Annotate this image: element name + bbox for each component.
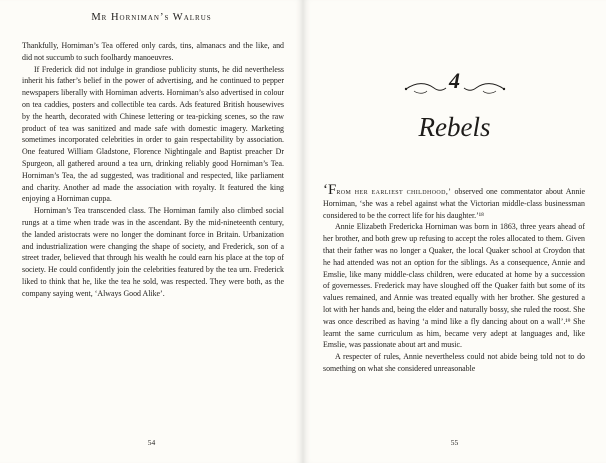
right-page-body [323,182,585,375]
left-page-body [22,40,284,300]
opening-quote: ‘ [323,182,328,198]
opening-small-caps: rom her earliest childhood,’ [336,187,452,196]
body-paragraph: Horniman’s Tea transcended class. The Horniman family also climbed social rungs at a time when trade was in the ascendant. By the mid-nineteenth century, the landed aristocrats were no longer the dominant force in Britain. Urbanization and industrialization were changing the shape of society, and Frederick, son of a street trader, believed that through his wealth he could earn his place at the top of society. He could confidently join the celebrities featured by the tea urn. Frederick liked to think that he, like the tea he sold, was respected. They were both, as the company saying went, ‘Always Good Alike’. [22,206,284,298]
drop-cap: F [328,182,337,198]
chapter-number: 4 [449,68,460,93]
opening-text: observed one commentator about Annie Horniman, ‘she was a rebel against what the Victorian middle-class businessman considered to be the correct life for his daughter.’¹⁸ [323,187,585,220]
body-paragraph: Annie Elizabeth Fredericka Horniman was born in 1863, three years ahead of her brother, and both grew up refusing to accept the roles allocated to them. Given that their father was no longer a Quaker, the local Quaker school at Croydon that he had attended was not an option for the siblings. As a consequence, Annie and Emslie, like many middle-class children, were educated at home by a succession of governesses. Frederick may have sloughed off the Quaker faith but some of its values remained, and Annie was treated equally with her brother. She gestured a lot with her hands and, being the elder and naturally bossy, she ruled the roost. She was once described as having ‘a mind like a fly dancing about on a wall’.¹⁹ She learnt the same curriculum as him, became very adept at languages and, like Emslie, was passionate about art and music. [323,222,585,350]
body-paragraph: Thankfully, Horniman’s Tea offered only cards, tins, almanacs and the like, and did not succumb to such foolhardy manoeuvres. [22,41,284,62]
body-paragraph: If Frederick did not indulge in grandiose publicity stunts, he did nevertheless inherit his father’s belief in the power of advertising, and he continued to pepper newspapers liberally with Horniman adverts. Horniman’s also advertised in colour on tea caddies, posters and collectible tea cards. Ads featured British housewives by the hearth, decorated with Chinese lettering or tea-picking scenes, so the raw product of tea was sanitized and made safe with domestic imagery. Marketing sometimes incorporated celebrities in order to gain respectability by association. One featured William Gladstone, Florence Nightingale and Baptist preacher Dr Spurgeon, all gathered around a tea urn, drinking reliably good Horniman’s Tea. Horniman’s Tea, the ad suggested, was traditional and respected, like parliament and charity. Another ad made the association with royalty. It featured the king enjoying a Horniman cuppa. [22,64,284,204]
body-paragraph: A respecter of rules, Annie nevertheless could not abide being told not to do something on what she considered unreasonable [323,352,585,373]
page-number: 54 [147,438,156,447]
right-page [303,0,606,463]
page-number: 55 [450,438,459,447]
chapter-title: Rebels [418,112,491,142]
running-head: Mr Horniman’s Walrus [91,12,212,23]
opening-paragraph [323,182,585,221]
